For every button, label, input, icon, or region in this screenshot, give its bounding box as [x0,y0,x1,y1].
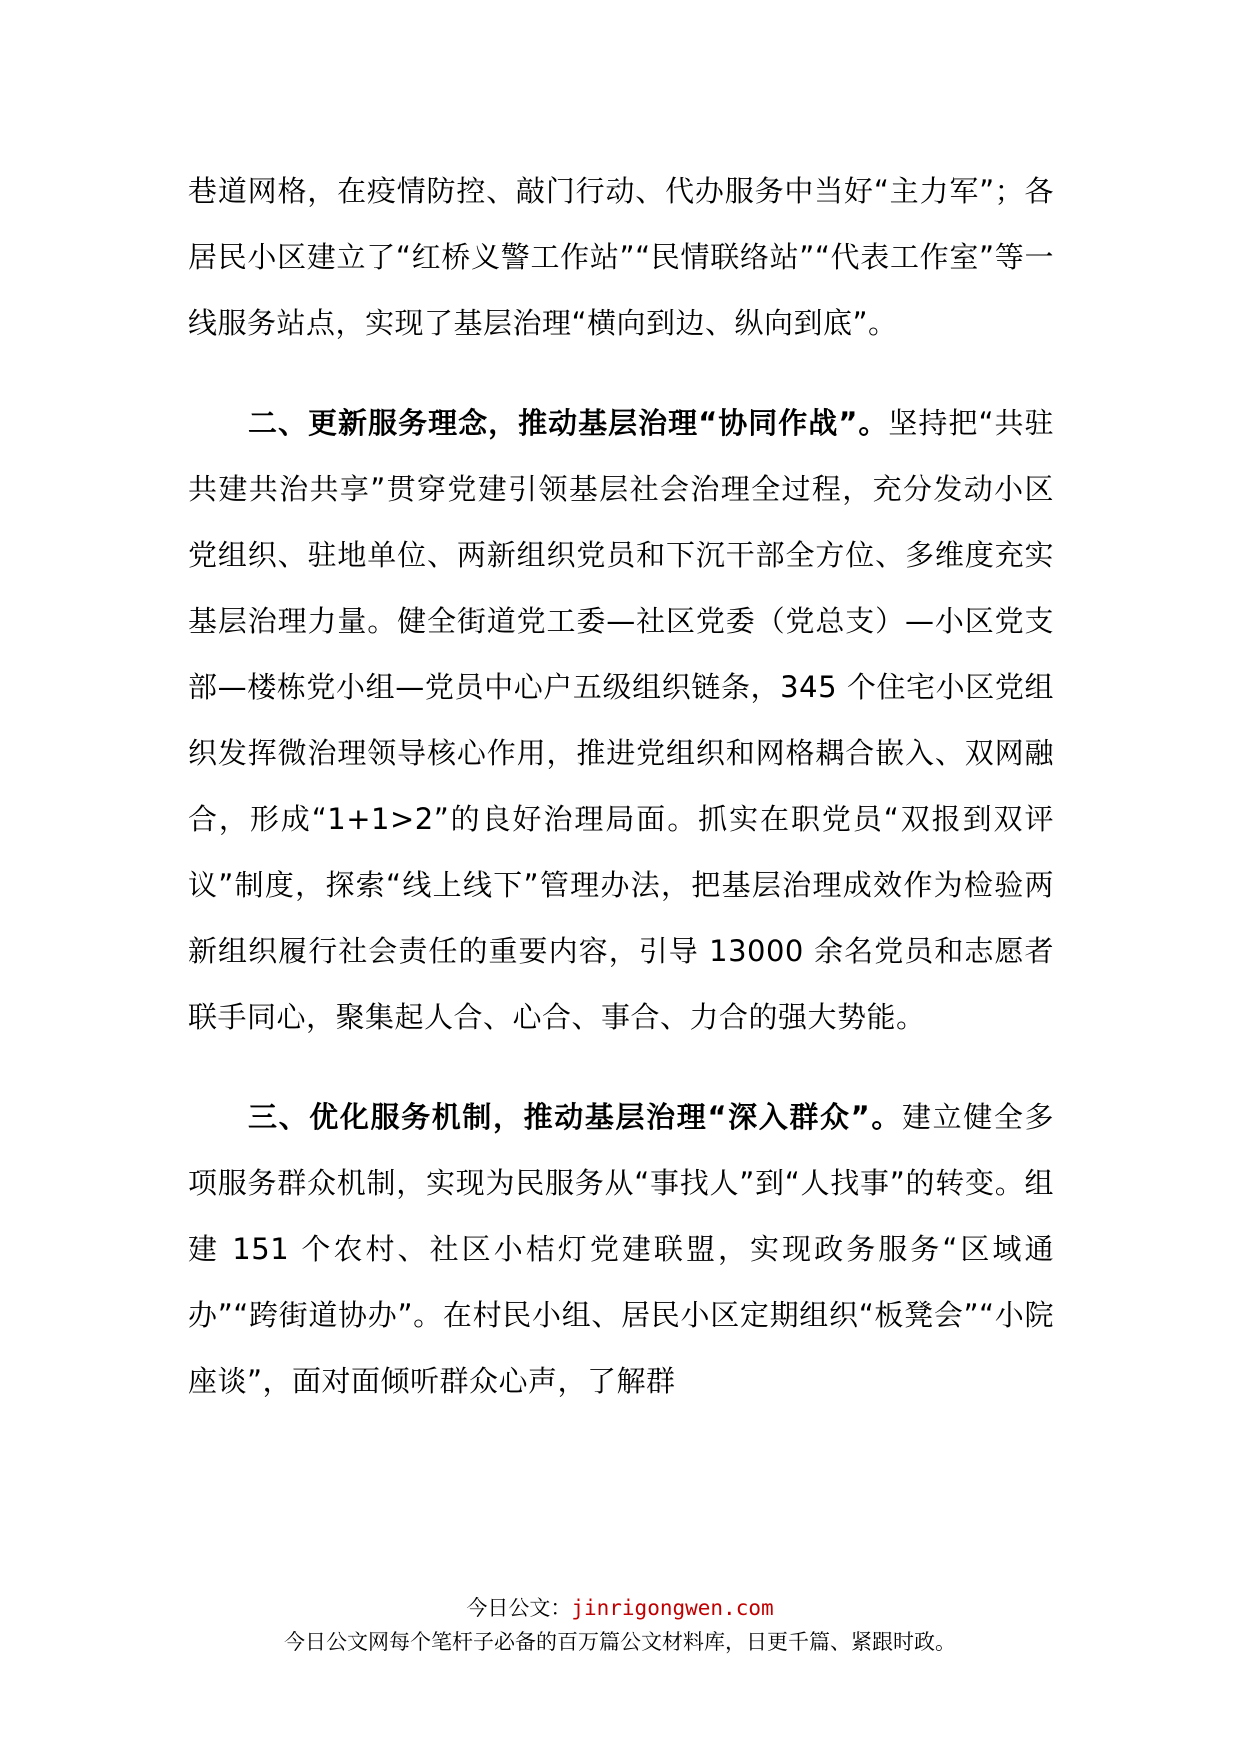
paragraph-text: 巷道网格，在疫情防控、敲门行动、代办服务中当好“主力军”；各居民小区建立了“红桥义警工作站”“民情联络站”“代表工作室”等一线服务站点，实现了基层治理“横向到边、纵向到底”。 [188,174,1054,340]
footer-site-link[interactable]: jinrigongwen.com [571,1596,774,1620]
footer-slogan: 今日公文网每个笔杆子必备的百万篇公文材料库，日更千篇、紧跟时政。 [284,1630,956,1654]
footer-site-label: 今日公文： [466,1596,572,1620]
paragraph-continuation [188,158,1054,356]
paragraph-section-three [188,1084,1054,1414]
paragraph-text: 坚持把“共驻共建共治共享”贯穿党建引领基层社会治理全过程，充分发动小区党组织、驻地单位、两新组织党员和下沉干部全方位、多维度充实基层治理力量。健全街道党工委—社区党委（党总支）—小区党支部—楼栋党小组—党员中心户五级组织链条，345 个住宅小区党组织发挥微治理领导核心作用，推进党组织和网格耦合嵌入、双网融合，形成“1+1>2”的良好治理局面。抓实在职党员“双报到双评议”制度，探索“线上线下”管理办法，把基层治理成效作为检验两新组织履行社会责任的重要内容，引导 13000 余名党员和志愿者联手同心，聚集起人合、心合、事合、力合的强大势能。 [188,406,1054,1034]
section-heading: 三、优化服务机制，推动基层治理“深入群众”。 [248,1100,902,1134]
page-footer [0,1592,1240,1658]
paragraph-section-two [188,390,1054,1050]
section-heading: 二、更新服务理念，推动基层治理“协同作战”。 [248,406,889,440]
document-body [188,158,1054,1448]
paragraph-text: 建立健全多项服务群众机制，实现为民服务从“事找人”到“人找事”的转变。组建 151 个农村、社区小桔灯党建联盟，实现政务服务“区域通办”“跨街道协办”。在村民小组、居民小区定期组织“板凳会”“小院座谈”，面对面倾听群众心声，了解群 [188,1100,1054,1398]
footer-site-line [0,1592,1240,1624]
